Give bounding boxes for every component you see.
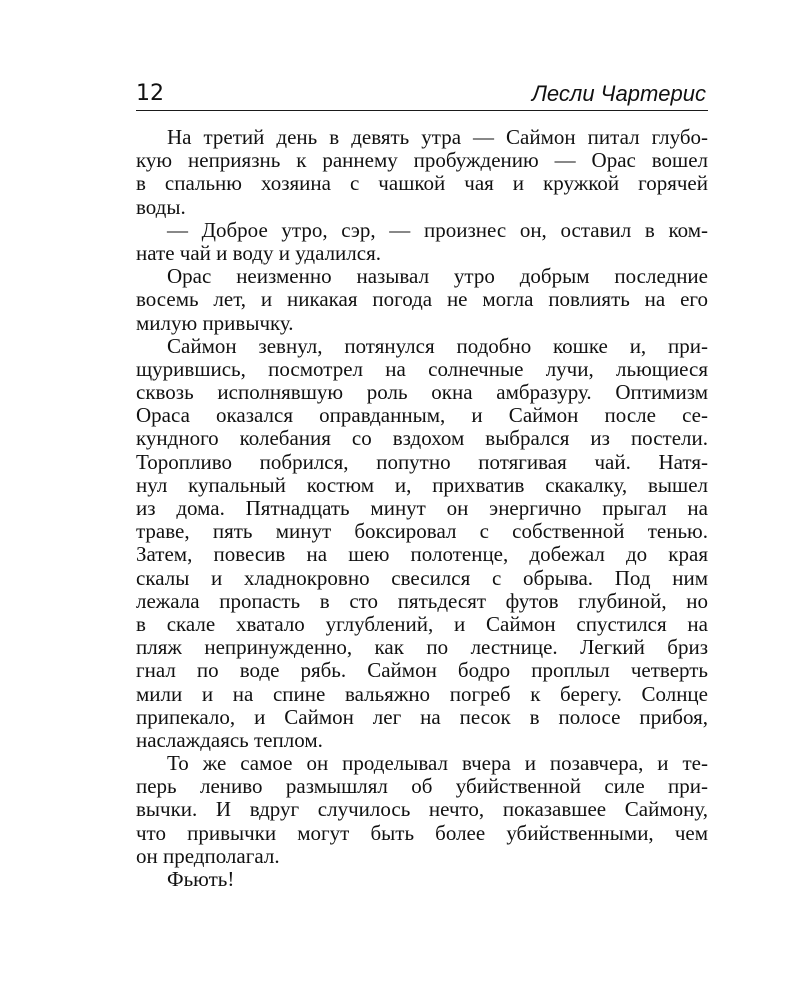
text-line: Затем, повесив на шею полотенце, добежал до края (136, 542, 708, 567)
text-line: сквозь исполнявшую роль окна амбразуру. Оптимизм (136, 380, 708, 405)
text-line: Орас неизменно называл утро добрым последние (167, 264, 708, 289)
text-line: он предполагал. (136, 843, 280, 868)
text-line: кую неприязнь к раннему пробуждению — Орас вошел (136, 148, 708, 173)
text-line: скалы и хладнокровно свесился с обрыва. Под ним (136, 565, 708, 590)
text-line: нате чай и воду и удалился. (136, 240, 382, 265)
page-number: 12 (136, 81, 164, 106)
text-line: То же самое он проделывал вчера и позавчера, и те- (167, 751, 708, 776)
text-line: в скале хватало углублений, и Саймон спустился на (136, 611, 708, 636)
text-line: из дома. Пятнадцать минут он энергично прыгал на (136, 496, 708, 520)
text-line: лежала пропасть в сто пятьдесят футов глубиной, но (136, 588, 708, 613)
text-line: траве, пять минут боксировал с собственной тенью. (136, 519, 708, 544)
running-head (136, 80, 708, 111)
text-line: перь лениво размышлял об убийственной силе при- (136, 774, 708, 799)
text-line: вычки. И вдруг случилось нечто, показавшее Саймону, (136, 797, 708, 822)
paragraph (136, 126, 708, 219)
text-line: Фьють! (167, 867, 235, 891)
text-line: наслаждаясь теплом. (136, 727, 323, 752)
text-line: воды. (136, 194, 186, 219)
text-line: милую привычку. (136, 310, 294, 335)
text-line: мили и на спине вальяжно погреб к берегу. Солнце (136, 681, 708, 706)
text-body (136, 126, 708, 891)
text-line: кундного колебания со вздохом выбрался из постели. (136, 426, 708, 451)
paragraph (136, 868, 708, 891)
text-line: нул купальный костюм и, прихватив скакалку, вышел (136, 472, 708, 497)
text-line: щурившись, посмотрел на солнечные лучи, льющиеся (136, 356, 708, 381)
running-title-author: Лесли Чартерис (531, 81, 706, 106)
text-line: пляж непринужденно, как по лестнице. Легкий бриз (136, 635, 708, 660)
text-line: Торопливо побрился, попутно потягивая чай. Натя- (136, 449, 708, 474)
text-line: что привычки могут быть более убийственными, чем (136, 820, 708, 845)
text-line: восемь лет, и никакая погода не могла повлиять на его (136, 287, 708, 312)
text-line: в спальню хозяина с чашкой чая и кружкой горячей (136, 171, 708, 196)
text-line: — Доброе утро, сэр, — произнес он, оставил в ком- (167, 217, 708, 242)
text-line: гнал по воде рябь. Саймон бодро проплыл четверть (136, 658, 708, 683)
text-line: На третий день в девять утра — Саймон питал глубо- (167, 125, 708, 149)
paragraph (136, 265, 708, 335)
paragraph (136, 219, 708, 265)
text-line: Саймон зевнул, потянулся подобно кошке и, при- (167, 333, 708, 358)
paragraph (136, 752, 708, 868)
text-line: припекало, и Саймон лег на песок в полосе прибоя, (136, 704, 708, 729)
text-line: Ораса оказался оправданным, и Саймон после се- (136, 403, 708, 428)
paragraph (136, 335, 708, 752)
